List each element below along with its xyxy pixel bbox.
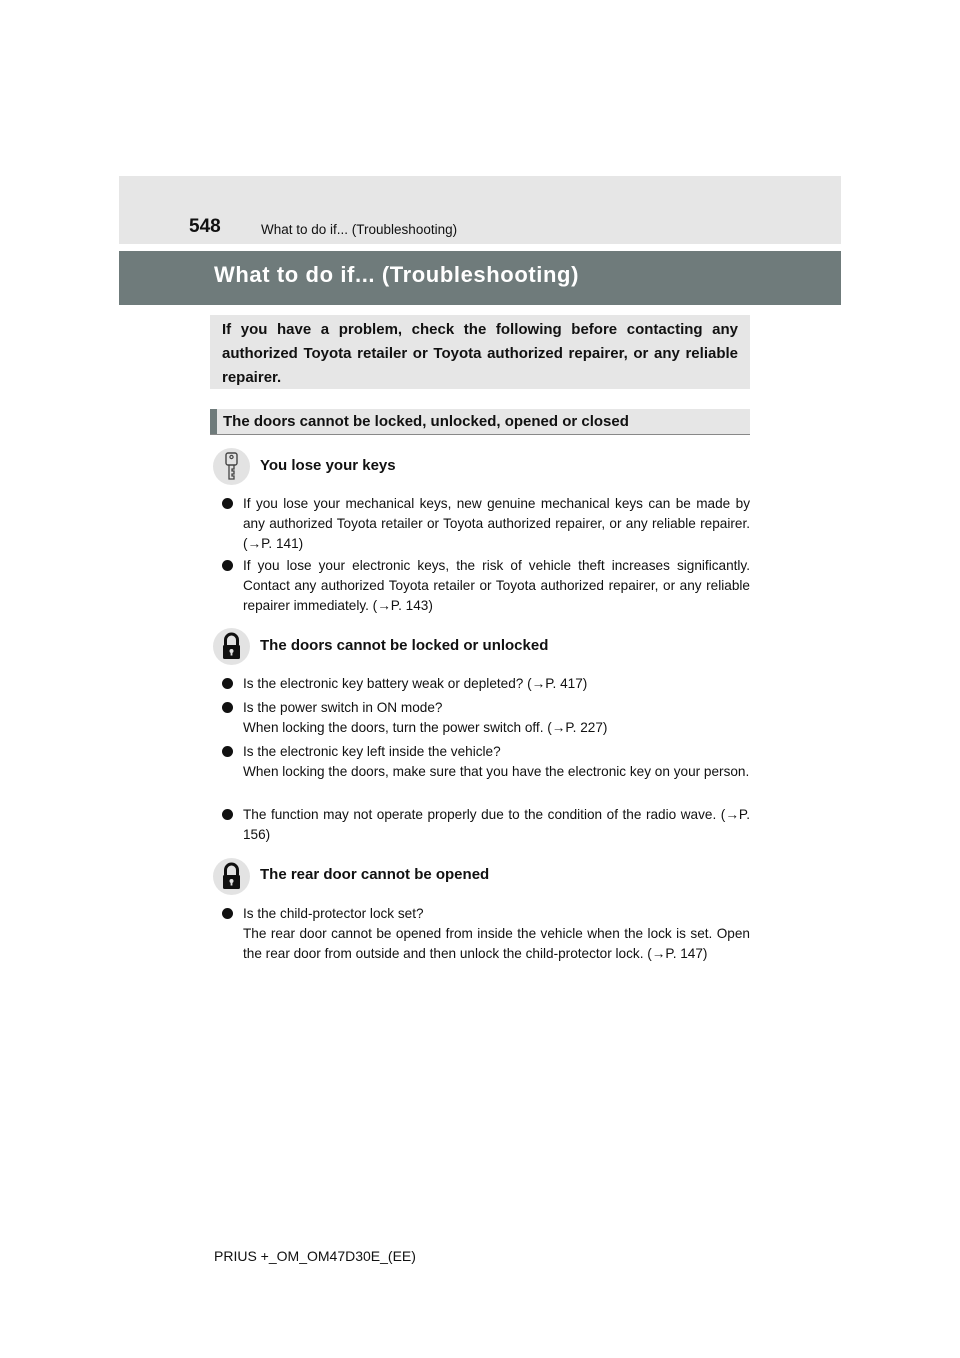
sub-heading-doors-lock: The doors cannot be locked or unlocked (260, 637, 549, 654)
section-title: The doors cannot be locked, unlocked, opened or closed (223, 413, 629, 430)
header-band (119, 176, 841, 244)
list-item (222, 494, 750, 554)
bullet-text: If you lose your mechanical keys, new genuine mechanical keys can be made by any authorized Toyota retailer or Toyota authorized repairer, or any reliable repairer. (→P. 141) (243, 496, 750, 551)
page-number: 548 (189, 216, 221, 237)
list-item (222, 674, 750, 694)
key-icon (213, 448, 250, 485)
list-item (222, 698, 750, 738)
padlock-icon (213, 858, 250, 895)
sub-heading-rear-door: The rear door cannot be opened (260, 866, 490, 883)
bullet-text: The function may not operate properly due to the condition of the radio wave. (→P. 156) (243, 807, 750, 842)
intro-box (210, 315, 750, 389)
bullet-text: If you lose your electronic keys, the risk of vehicle theft increases significantly. Contact any authorized Toyota retailer or Toyota authorized repairer, or any reliable repairer immediately. (→P. 143) (243, 558, 750, 613)
running-head: What to do if... (Troubleshooting) (261, 222, 458, 237)
footer-doc-code: PRIUS +_OM_OM47D30E_(EE) (214, 1248, 416, 1264)
section-header (210, 409, 750, 435)
bullet-text: Is the power switch in ON mode? (243, 700, 443, 715)
bullet-text: When locking the doors, make sure that you have the electronic key on your person. (243, 764, 750, 779)
bullet-dot (222, 746, 233, 757)
section-accent (210, 409, 217, 434)
bullet-text: Is the child-protector lock set? (243, 906, 424, 921)
list-item (222, 805, 750, 845)
bullet-dot (222, 908, 233, 919)
list-item (222, 904, 750, 964)
list-item (222, 742, 750, 782)
bullet-text: When locking the doors, turn the power switch off. (→P. 227) (243, 720, 608, 735)
page-title: What to do if... (Troubleshooting) (214, 262, 579, 287)
bullet-dot (222, 498, 233, 509)
sub-heading-lost-keys: You lose your keys (260, 457, 396, 474)
bullet-text: Is the electronic key left inside the vehicle? (243, 744, 501, 759)
intro-text: If you have a problem, check the following before contacting any authorized Toyota retailer or Toyota authorized repairer, or any reliable repairer. (222, 321, 738, 386)
padlock-icon (213, 628, 250, 665)
bullet-dot (222, 560, 233, 571)
bullet-dot (222, 809, 233, 820)
bullet-dot (222, 702, 233, 713)
bullet-text: The rear door cannot be opened from inside the vehicle when the lock is set. Open the rear door from outside and then unlock the child-protector lock. (→P. 147) (243, 926, 750, 961)
bullet-dot (222, 678, 233, 689)
list-item (222, 556, 750, 616)
bullet-text: Is the electronic key battery weak or depleted? (→P. 417) (243, 676, 588, 691)
